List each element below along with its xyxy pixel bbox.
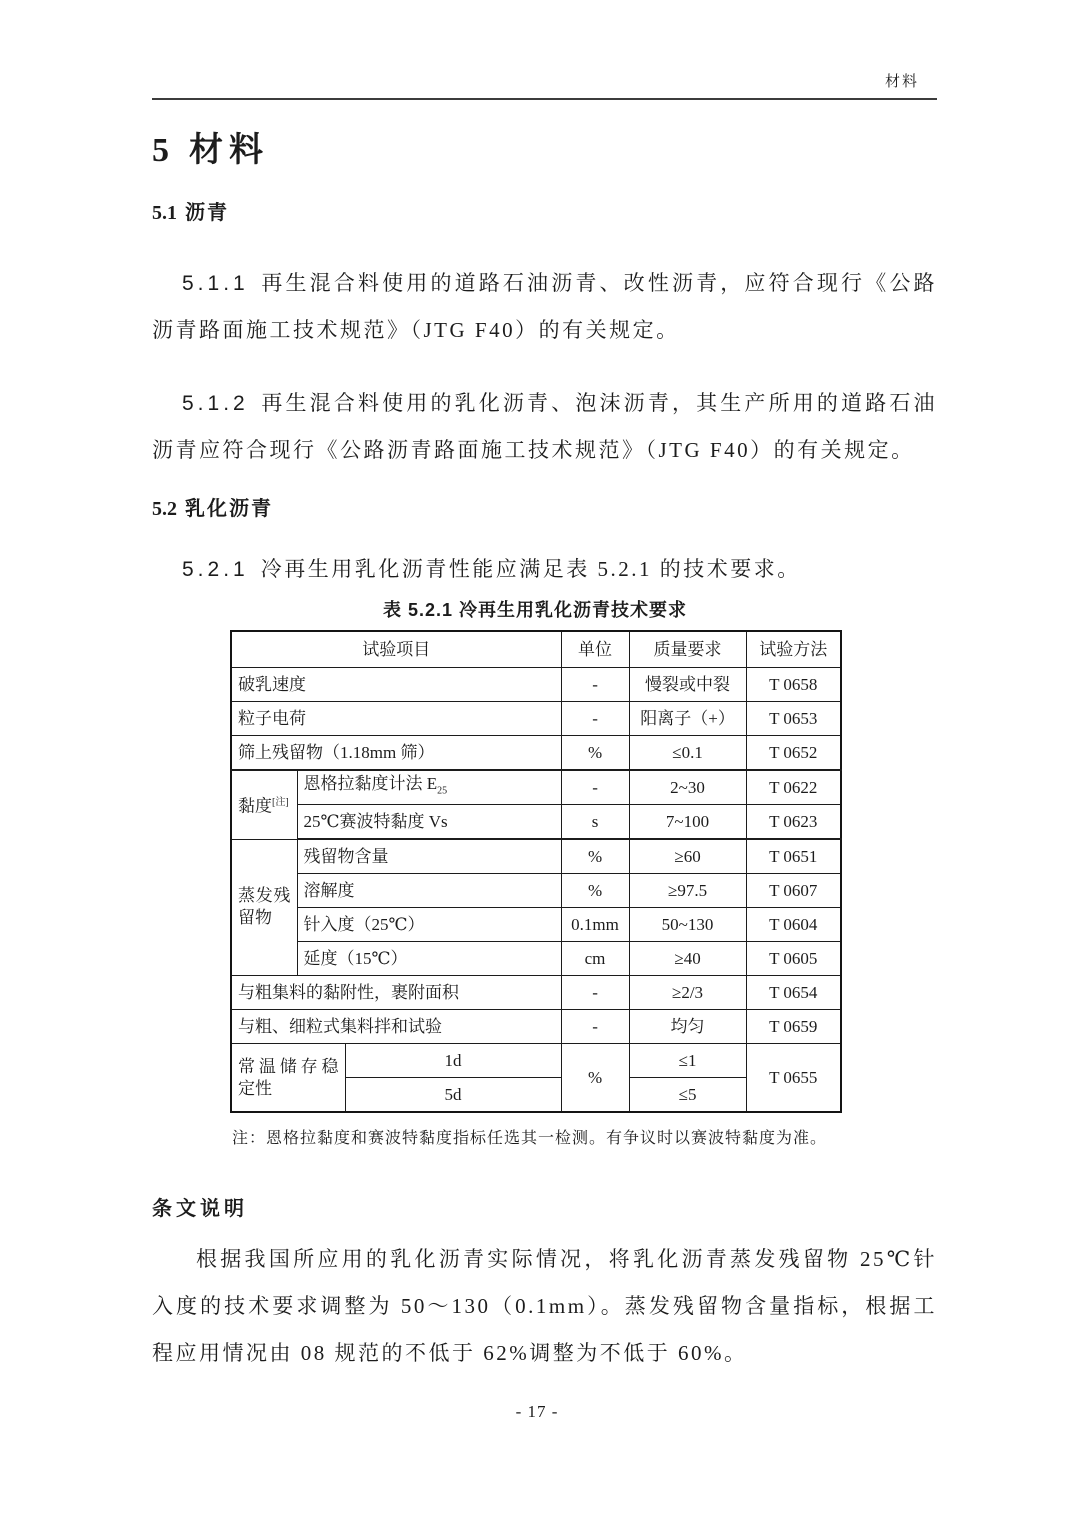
section-heading-5-2 [152,496,937,522]
table-caption: 表 5.2.1 冷再生用乳化沥青技术要求 [382,600,688,620]
clause-5-1-1 [152,260,937,354]
cell-item: 残留物含量 [297,839,561,874]
cell-method: T 0658 [746,668,841,702]
section-title: 乳化沥青 [185,498,273,520]
cell-requirement: 2~30 [629,770,746,805]
cell-item: 针入度（25℃） [297,908,561,942]
cell-requirement: 阳离子（+） [629,702,746,736]
cell-method: T 0651 [746,839,841,874]
cell-method: T 0604 [746,908,841,942]
cell-group-evap-residue: 蒸发残留物 [231,839,297,976]
table-note: 注：恩格拉黏度和赛波特黏度指标任选其一检测。有争议时以赛波特黏度为准。 [232,1130,828,1147]
cell-item: 溶解度 [297,874,561,908]
header-method: 试验方法 [746,631,841,668]
note-ref-sup: [注] [272,796,289,808]
clause-text: 再生混合料使用的道路石油沥青、改性沥青，应符合现行《公路沥青路面施工技术规范》（JTG F40）的有关规定。 [152,271,937,342]
cell-requirement: ≥2/3 [629,976,746,1010]
cell-method: T 0653 [746,702,841,736]
table-row [231,908,841,942]
cell-unit: - [561,1010,629,1044]
header-requirement: 质量要求 [629,631,746,668]
commentary-heading: 条文说明 [152,1198,248,1220]
spec-table-wrap [230,630,937,1113]
chapter-number: 5 [152,132,169,169]
group-label: 黏度 [238,796,272,816]
cell-unit: - [561,976,629,1010]
table-row [231,736,841,771]
clause-text: 冷再生用乳化沥青性能应满足表 5.2.1 的技术要求。 [260,557,801,581]
clause-number: 5.1.2 [182,392,249,415]
commentary-text: 根据我国所应用的乳化沥青实际情况，将乳化沥青蒸发残留物 25℃针入度的技术要求调整为 50～130（0.1mm）。蒸发残留物含量指标，根据工程应用情况由 08 规范的不低于 62%调整为不低于 60%。 [152,1247,937,1365]
cell-unit: s [561,805,629,840]
cell-item: 与粗集料的黏附性，裹附面积 [231,976,561,1010]
cell-requirement: 均匀 [629,1010,746,1044]
cell-group-storage-stability: 常温储存稳定性 [231,1044,345,1113]
table-row [231,702,841,736]
cell-method: T 0622 [746,770,841,805]
cell-item: 破乳速度 [231,668,561,702]
cell-requirement: 慢裂或中裂 [629,668,746,702]
cell-unit: - [561,770,629,805]
cell-requirement: ≥60 [629,839,746,874]
section-number: 5.1 [152,202,177,224]
cell-unit: 0.1mm [561,908,629,942]
cell-unit: % [561,839,629,874]
cell-requirement: ≤1 [629,1044,746,1078]
cell-method: T 0654 [746,976,841,1010]
cell-unit: % [561,874,629,908]
table-header-row [231,631,841,668]
cell-method: T 0655 [746,1044,841,1113]
spec-table [230,630,842,1113]
cell-method: T 0605 [746,942,841,976]
cell-requirement: ≤5 [629,1078,746,1113]
clause-number: 5.2.1 [182,558,249,581]
cell-method: T 0652 [746,736,841,771]
item-subscript: 25 [437,785,448,797]
cell-requirement: ≤0.1 [629,736,746,771]
cell-unit: - [561,702,629,736]
cell-item: 延度（15℃） [297,942,561,976]
running-header [152,0,937,92]
cell-item: 1d [345,1044,561,1078]
header-unit: 单位 [561,631,629,668]
table-row [231,839,841,874]
cell-requirement: ≥97.5 [629,874,746,908]
clause-text: 再生混合料使用的乳化沥青、泡沫沥青，其生产所用的道路石油沥青应符合现行《公路沥青路面施工技术规范》（JTG F40）的有关规定。 [152,391,937,462]
header-item: 试验项目 [231,631,561,668]
section-heading-5-1 [152,200,937,226]
cell-unit: % [561,1044,629,1113]
table-row [231,1010,841,1044]
cell-item: 与粗、细粒式集料拌和试验 [231,1010,561,1044]
chapter-title-text: 材料 [189,132,269,169]
cell-item: 25℃赛波特黏度 Vs [297,805,561,840]
cell-unit: cm [561,942,629,976]
table-row [231,1044,841,1078]
clause-number: 5.1.1 [182,272,249,295]
cell-group-viscosity [231,770,297,839]
cell-item: 粒子电荷 [231,702,561,736]
cell-method: T 0623 [746,805,841,840]
chapter-title [152,130,937,172]
cell-requirement: ≥40 [629,942,746,976]
cell-method: T 0607 [746,874,841,908]
cell-unit: - [561,668,629,702]
header-rule [152,98,937,100]
cell-unit: % [561,736,629,771]
table-row [231,805,841,840]
cell-item: 筛上残留物（1.18mm 筛） [231,736,561,771]
table-row [231,668,841,702]
clause-5-1-2 [152,380,937,474]
clause-5-2-1 [152,546,937,593]
running-header-text: 材料 [884,74,919,90]
table-row [231,976,841,1010]
page-number: - 17 - [515,1402,559,1421]
table-row [231,942,841,976]
section-title: 沥青 [185,202,229,224]
cell-method: T 0659 [746,1010,841,1044]
section-number: 5.2 [152,498,177,520]
cell-requirement: 50~130 [629,908,746,942]
cell-requirement: 7~100 [629,805,746,840]
cell-item: 5d [345,1078,561,1113]
item-label: 恩格拉黏度计法 E [303,773,438,793]
cell-item [297,770,561,805]
table-row [231,770,841,805]
table-row [231,874,841,908]
